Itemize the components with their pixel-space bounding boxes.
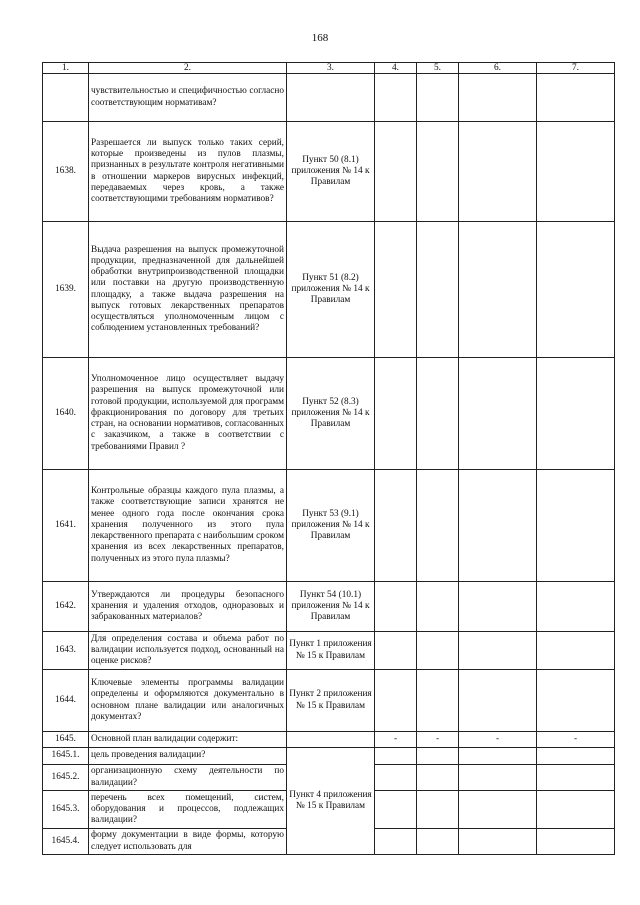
header-col-4: 4. <box>375 63 417 74</box>
row-number: 1643. <box>43 632 89 670</box>
row-number: 1641. <box>43 470 89 582</box>
row-number: 1645.4. <box>43 829 89 855</box>
table-row <box>43 582 615 632</box>
table-row <box>43 670 615 732</box>
cell-col-5 <box>417 74 459 122</box>
row-reference: Пункт 52 (8.3) приложения № 14 к Правилам <box>287 358 375 470</box>
row-number: 1639. <box>43 222 89 358</box>
cell-col-6 <box>459 829 537 855</box>
row-number <box>43 74 89 122</box>
dash-col-6: - <box>459 732 537 748</box>
cell-col-6 <box>459 670 537 732</box>
table-row <box>43 632 615 670</box>
cell-col-6 <box>459 582 537 632</box>
row-reference: Пункт 2 приложения № 15 к Правилам <box>287 670 375 732</box>
cell-col-6 <box>459 222 537 358</box>
row-number: 1645.1. <box>43 748 89 765</box>
header-col-6: 6. <box>459 63 537 74</box>
row-reference: Пункт 51 (8.2) приложения № 14 к Правилам <box>287 222 375 358</box>
cell-col-4 <box>375 74 417 122</box>
row-question: цель проведения валидации? <box>89 748 287 765</box>
header-col-1: 1. <box>43 63 89 74</box>
cell-col-7 <box>537 765 615 791</box>
page-number: 168 <box>311 32 329 44</box>
header-col-2: 2. <box>89 63 287 74</box>
cell-col-4 <box>375 582 417 632</box>
cell-col-5 <box>417 358 459 470</box>
cell-col-6 <box>459 791 537 829</box>
cell-col-4 <box>375 765 417 791</box>
cell-col-6 <box>459 748 537 765</box>
dash-col-4: - <box>375 732 417 748</box>
cell-col-7 <box>537 358 615 470</box>
cell-col-7 <box>537 670 615 732</box>
cell-col-5 <box>417 765 459 791</box>
cell-col-4 <box>375 358 417 470</box>
cell-col-6 <box>459 74 537 122</box>
row-question: Разрешается ли выпуск только таких серий, которые произведены из пулов плазмы, признанных в результате контроля негативными в отношении маркеров вирусных инфекций, передаваемых через кровь, а также соответствующими требованиям нормативов? <box>89 122 287 222</box>
cell-col-5 <box>417 582 459 632</box>
cell-col-7 <box>537 122 615 222</box>
row-question: Ключевые элементы программы валидации определены и оформляются документально в основном плане валидации или аналогичных документах? <box>89 670 287 732</box>
table-row <box>43 358 615 470</box>
cell-col-7 <box>537 470 615 582</box>
header-col-3: 3. <box>287 63 375 74</box>
header-row <box>43 63 615 74</box>
cell-col-7 <box>537 222 615 358</box>
table-row <box>43 122 615 222</box>
cell-col-4 <box>375 670 417 732</box>
cell-col-7 <box>537 791 615 829</box>
cell-col-4 <box>375 222 417 358</box>
row-number: 1640. <box>43 358 89 470</box>
cell-col-7 <box>537 632 615 670</box>
cell-col-5 <box>417 470 459 582</box>
row-question: Контрольные образцы каждого пула плазмы, а также соответствующие записи хранятся не менее одного года после окончания срока хранения полученного из этого пула лекарственного препарата с наибольшим сроком хранения из всех лекарственных препаратов, полученных из этого пула плазмы? <box>89 470 287 582</box>
row-question: Утверждаются ли процедуры безопасного хранения и удаления отходов, одноразовых и забракованных материалов? <box>89 582 287 632</box>
cell-col-6 <box>459 470 537 582</box>
cell-col-5 <box>417 748 459 765</box>
row-question: перечень всех помещений, систем, оборудования и процессов, подлежащих валидации? <box>89 791 287 829</box>
cell-col-4 <box>375 632 417 670</box>
row-question: Основной план валидации содержит: <box>89 732 287 748</box>
cell-col-5 <box>417 632 459 670</box>
cell-col-7 <box>537 74 615 122</box>
dash-col-7: - <box>537 732 615 748</box>
table-row <box>43 222 615 358</box>
cell-col-7 <box>537 829 615 855</box>
row-question: Выдача разрешения на выпуск промежуточной продукции, предназначенной для дальнейшей обработки внутрипроизводственной площадки или поставки на другую производственную площадку, а также выдача разрешения на выпуск готовых лекарственных препаратов осуществляться уполномоченным лицом с соблюдением установленных требований? <box>89 222 287 358</box>
cell-col-7 <box>537 582 615 632</box>
row-question: форму документации в виде формы, которую следует использовать для <box>89 829 287 855</box>
row-question: Для определения состава и объема работ по валидации используется подход, основанный на оценке рисков? <box>89 632 287 670</box>
cell-col-4 <box>375 791 417 829</box>
cell-col-6 <box>459 765 537 791</box>
cell-col-6 <box>459 122 537 222</box>
row-reference: Пункт 1 приложения № 15 к Правилам <box>287 632 375 670</box>
cell-col-4 <box>375 122 417 222</box>
row-reference: Пункт 53 (9.1) приложения № 14 к Правилам <box>287 470 375 582</box>
cell-col-7 <box>537 748 615 765</box>
cell-col-4 <box>375 470 417 582</box>
table-row <box>43 748 615 765</box>
header-col-5: 5. <box>417 63 459 74</box>
row-number: 1638. <box>43 122 89 222</box>
row-number: 1642. <box>43 582 89 632</box>
cell-col-4 <box>375 748 417 765</box>
row-question: организационную схему деятельности по валидации? <box>89 765 287 791</box>
table-row <box>43 74 615 122</box>
row-reference: Пункт 50 (8.1) приложения № 14 к Правилам <box>287 122 375 222</box>
row-question: чувствительностью и специфичностью согласно соответствующим нормативам? <box>89 74 287 122</box>
checklist-table <box>42 62 615 855</box>
row-question: Уполномоченное лицо осуществляет выдачу разрешения на выпуск промежуточной или готовой продукции, используемой для программ фракционирования по договору для третьих стран, на основании нормативов, согласованных с заказчиком, а также в соответствии с требованиями Правил ? <box>89 358 287 470</box>
table-row <box>43 732 615 748</box>
row-number: 1645. <box>43 732 89 748</box>
row-reference: Пункт 54 (10.1) приложения № 14 к Правилам <box>287 582 375 632</box>
row-reference <box>287 732 375 748</box>
cell-col-5 <box>417 791 459 829</box>
row-number: 1645.3. <box>43 791 89 829</box>
row-number: 1644. <box>43 670 89 732</box>
cell-col-5 <box>417 222 459 358</box>
header-col-7: 7. <box>537 63 615 74</box>
cell-col-5 <box>417 670 459 732</box>
group-reference: Пункт 4 приложения № 15 к Правилам <box>287 748 375 855</box>
cell-col-4 <box>375 829 417 855</box>
cell-col-5 <box>417 122 459 222</box>
row-reference <box>287 74 375 122</box>
cell-col-6 <box>459 632 537 670</box>
cell-col-5 <box>417 829 459 855</box>
row-number: 1645.2. <box>43 765 89 791</box>
dash-col-5: - <box>417 732 459 748</box>
table-row <box>43 470 615 582</box>
cell-col-6 <box>459 358 537 470</box>
